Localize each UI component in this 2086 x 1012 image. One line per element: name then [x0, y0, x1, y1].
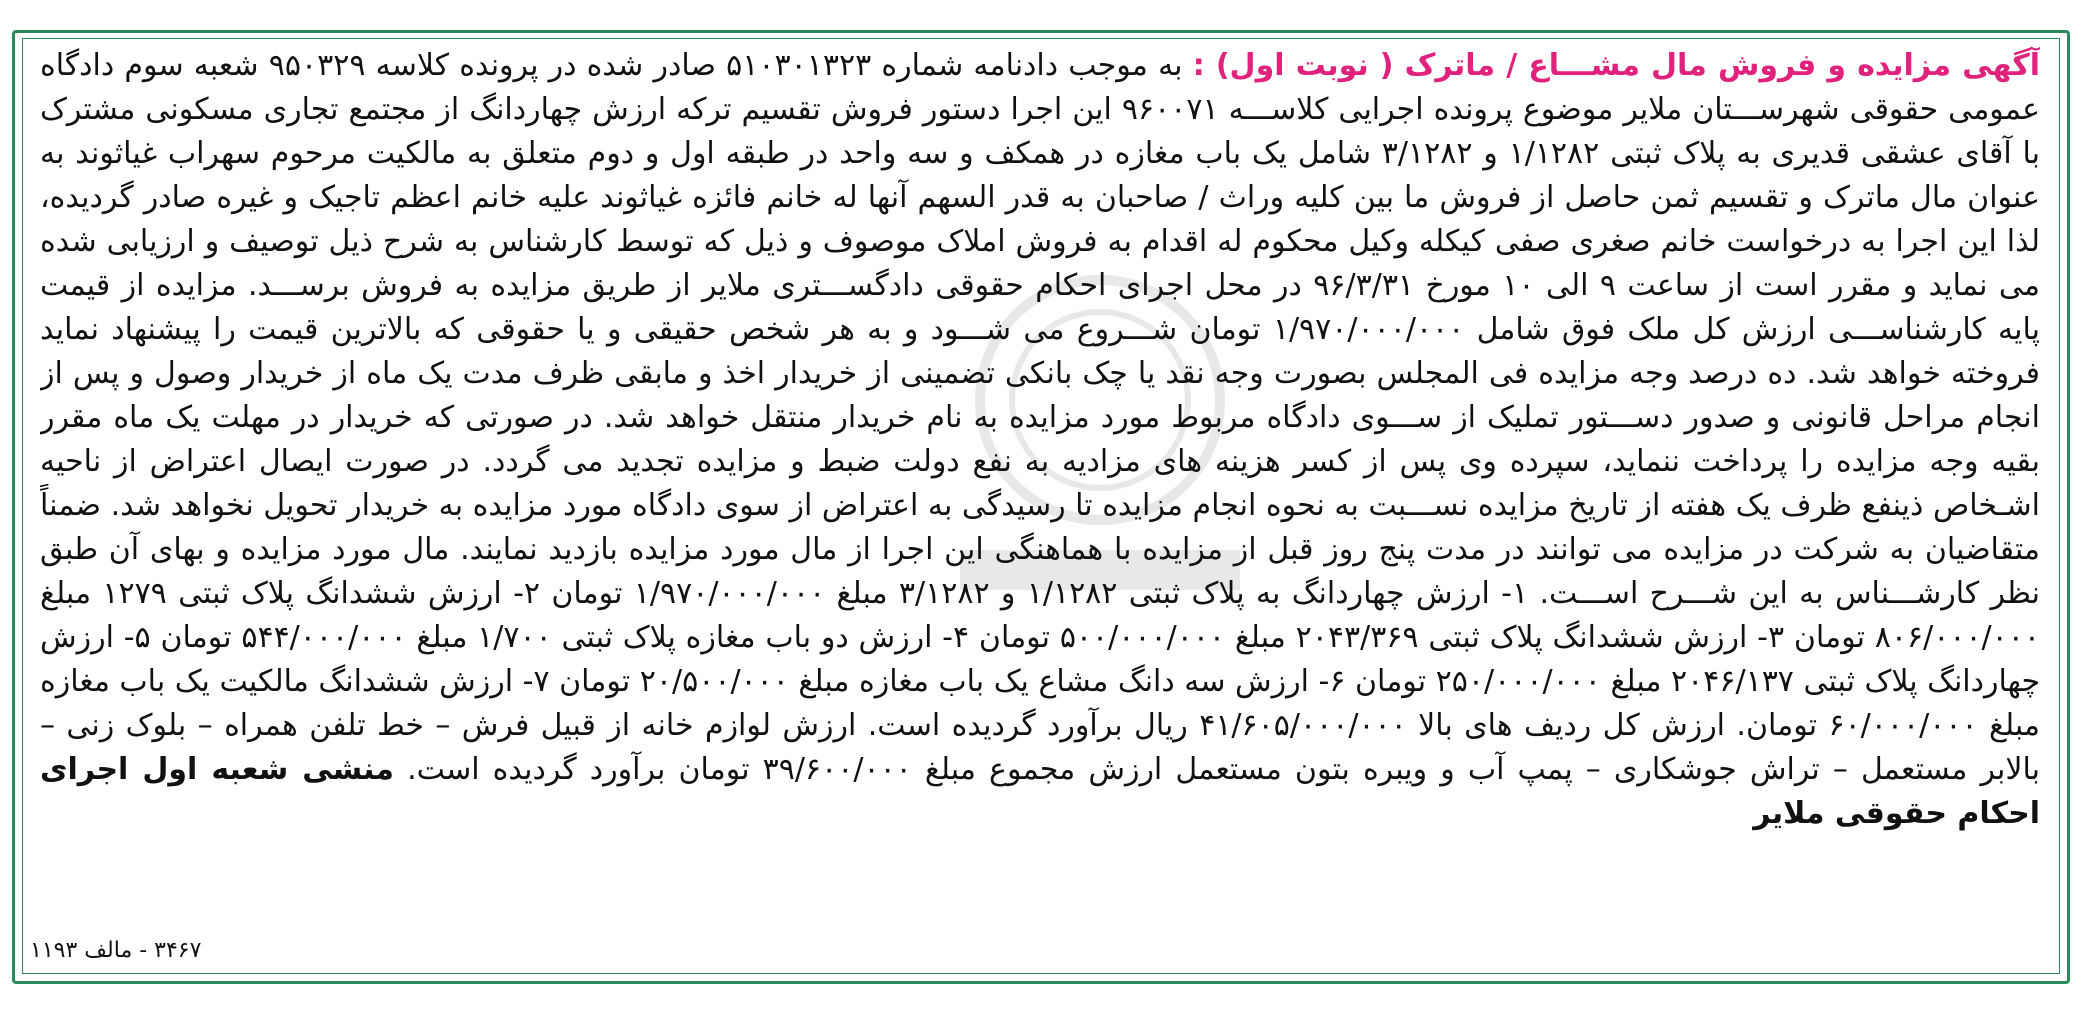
- notice-reference: ۳۴۶۷ - مالف ۱۱۹۳: [30, 938, 202, 963]
- notice-title: آگهی مزایده و فروش مال مشـــاع / ماترک ( نوبت اول) :: [1192, 48, 2040, 83]
- notice-body: [40, 44, 2040, 944]
- notice-text: به موجب دادنامه شماره ۵۱۰۳۰۱۳۲۳ صادر شده در پرونده کلاسه ۹۵۰۳۲۹ شعبه سوم دادگاه عمومی حقوقی شهرســـتان ملایر موضوع پرونده اجرایی کلاســـه ۹۶۰۰۷۱ این اجرا دستور فروش تقسیم ترکه ارزش چهاردانگ از مجتمع تجاری مسکونی مشترک با آقای عشقی قدیری به پلاک ثبتی ۱/۱۲۸۲ و ۳/۱۲۸۲ شامل یک باب مغازه در همکف و سه واحد در طبقه اول و دوم متعلق به مالکیت مرحوم سهراب غیاثوند به عنوان مال ماترک و تقسیم ثمن حاصل از فروش ما بین کلیه وراث / صاحبان به قدر السهم آنها له خانم فائزه غیاثوند علیه خانم اعظم تاجیک و غیره صادر گردیده، لذا این اجرا به درخواست خانم صغری صفی کیکله وکیل محکوم له اقدام به فروش املاک موصوف و ذیل که توسط کارشناس به شرح ذیل توصیف و ارزیابی شده می نماید و مقرر است از ساعت ۹ الی ۱۰ مورخ ۹۶/۳/۳۱ در محل اجرای احکام حقوقی دادگســـتری ملایر از طریق مزایده به فروش برســـد. مزایده از قیمت پایه کارشناســـی ارزش کل ملک فوق شامل ۱/۹۷۰/۰۰۰/۰۰۰ تومان شـــروع می شـــود و به هر شخص حقیقی و یا حقوقی که بالاترین قیمت را پیشنهاد نماید فروخته خواهد شد. ده درصد وجه مزایده فی المجلس بصورت وجه نقد یا چک بانکی تضمینی از خریدار اخذ و مابقی ظرف مدت یک ماه از خریدار وصول و پس از انجام مراحل قانونی و صدور دســـتور تملیک از ســـوی دادگاه مربوط مورد مزایده به نام خریدار منتقل خواهد شد. در صورتی که خریدار در مهلت یک ماه مقرر بقیه وجه مزایده را پرداخت ننماید، سپرده وی پس از کسر هزینه های مزادیه به نفع دولت ضبط و مزایده تجدید می گردد. در صورت ایصال اعتراض از ناحیه اشـخاص ذینفع ظرف یک هفته از تاریخ مزایده نســـبت به نحوه انجام مزایده تا رسیدگی به اعتراض از سوی دادگاه مورد مزایده به خریدار تحویل نخواهد شد. ضمناً متقاضیان به شرکت در مزایده می توانند در مدت پنج روز قبل از مزایده با هماهنگی این اجرا از مال مورد مزایده بازدید نمایند. مال مورد مزایده و بهای آن طبق نظر کارشـــناس به این شـــرح اســـت. ۱- ارزش چهاردانگ به پلاک ثبتی ۱/۱۲۸۲ و ۳/۱۲۸۲ مبلغ ۱/۹۷۰/۰۰۰/۰۰۰ تومان ۲- ارزش ششدانگ پلاک ثبتی ۱۲۷۹ مبلغ ۸۰۶/۰۰۰/۰۰۰ تومان ۳- ارزش ششدانگ پلاک ثبتی ۲۰۴۳/۳۶۹ مبلغ ۵۰۰/۰۰۰/۰۰۰ تومان ۴- ارزش دو باب مغازه پلاک ثبتی ۱/۷۰۰ مبلغ ۵۴۴/۰۰۰/۰۰۰ تومان ۵- ارزش چهاردانگ پلاک ثبتی ۲۰۴۶/۱۳۷ مبلغ ۲۵۰/۰۰۰/۰۰۰ تومان ۶- ارزش سه دانگ مشاع یک باب مغازه مبلغ ۲۰/۵۰۰/۰۰۰ تومان ۷- ارزش ششدانگ مالکیت یک باب مغازه مبلغ ۶۰/۰۰۰/۰۰۰ تومان. ارزش کل ردیف های بالا ۴۱/۶۰۵/۰۰۰/۰۰۰ ریال برآورد گردیده است. ارزش لوازم خانه از قبیل فرش – خط تلفن همراه – بلوک زنی – بالابر مستعمل – تراش جوشکاری – پمپ آب و ویبره بتون مستعمل ارزش مجموع مبلغ ۳۹/۶۰۰/۰۰۰ تومان برآورد گردیده است.: [40, 48, 2040, 787]
- notice-signature: منشی شعبه اول اجرای احکام حقوقی ملایر: [40, 752, 2040, 831]
